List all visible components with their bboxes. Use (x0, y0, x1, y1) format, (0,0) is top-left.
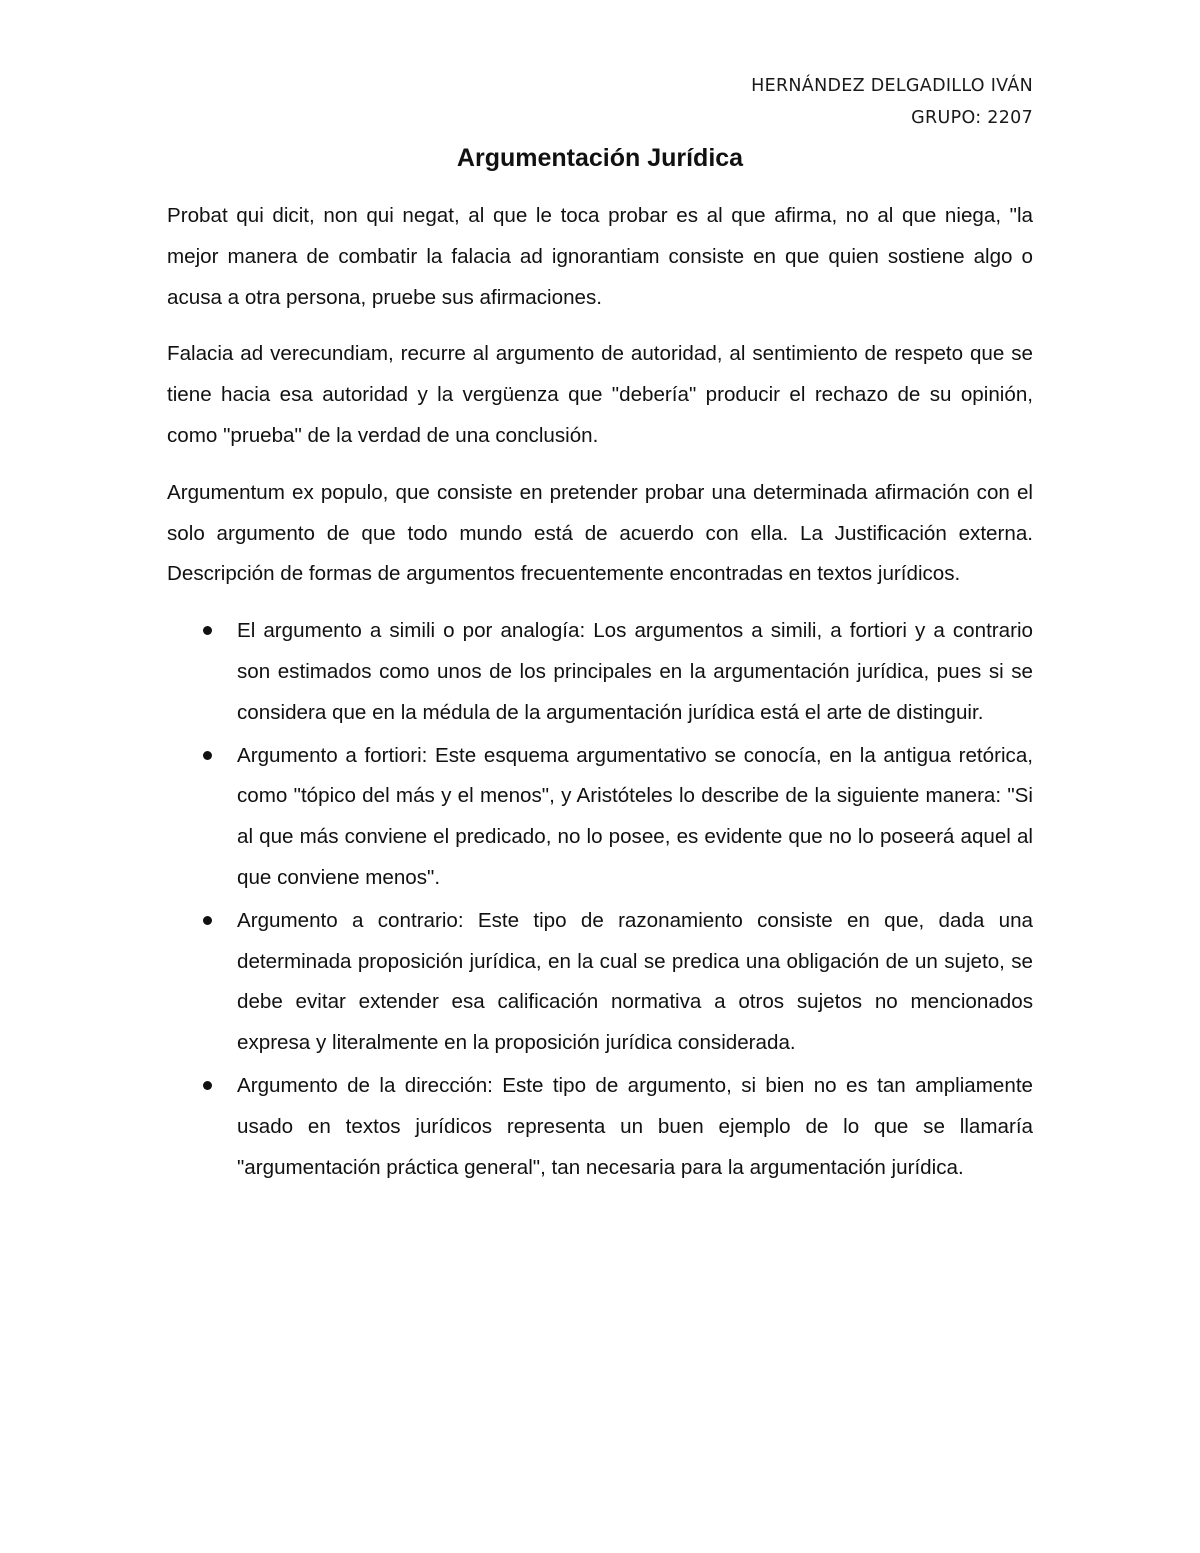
list-item-text: Argumento a fortiori: Este esquema argumentativo se conocía, en la antigua retórica, como "tópico del más y el menos", y Aristóteles lo describe de la siguiente manera: "Si al que más conviene el predicado, no lo posee, es evidente que no lo poseerá aquel al que conviene menos". (237, 743, 1033, 889)
paragraph-ex-populo: Argumentum ex populo, que consiste en pretender probar una determinada afirmación con el solo argumento de que todo mundo está de acuerdo con ella. La Justificación externa. Descripción de formas de argumentos frecuentemente encontradas en textos jurídicos. (167, 480, 1033, 586)
argument-list (167, 611, 1033, 1188)
bullet-icon (203, 916, 212, 925)
list-item-a-contrario (167, 901, 1033, 1064)
list-item-text: Argumento de la dirección: Este tipo de argumento, si bien no es tan ampliamente usado en textos jurídicos representa un buen ejemplo de lo que se llamaría "argumentación práctica general", tan necesaria para la argumentación jurídica. (237, 1073, 1033, 1179)
document-title: Argumentación Jurídica (456, 144, 744, 172)
list-item-text: Argumento a contrario: Este tipo de razonamiento consiste en que, dada una determinada proposición jurídica, en la cual se predica una obligación de un sujeto, se debe evitar extender esa calificación normativa a otros sujetos no mencionados expresa y literalmente en la proposición jurídica considerada. (237, 908, 1033, 1055)
bullet-icon (203, 1081, 212, 1090)
paragraph-ad-ignorantiam: Probat qui dicit, non qui negat, al que le toca probar es al que afirma, no al que niega, "la mejor manera de combatir la falacia ad ignorantiam consiste en que quien sostiene algo o acusa a otra persona, pruebe sus afirmaciones. (167, 204, 1033, 309)
document-header (751, 70, 1033, 134)
author-name: HERNÁNDEZ DELGADILLO IVÁN (751, 76, 1033, 96)
list-item-text: El argumento a simili o por analogía: Los argumentos a simili, a fortiori y a contrario son estimados como unos de los principales en la argumentación jurídica, pues si se considera que en la médula de la argumentación jurídica está el arte de distinguir. (237, 619, 1033, 724)
bullet-icon (203, 626, 212, 635)
document-body (167, 196, 1033, 1190)
list-item-a-fortiori (167, 736, 1033, 899)
paragraph-ad-verecundiam: Falacia ad verecundiam, recurre al argumento de autoridad, al sentimiento de respeto que se tiene hacia esa autoridad y la vergüenza que "debería" producir el rechazo de su opinión, como "prueba" de la verdad de una conclusión. (167, 342, 1033, 447)
bullet-icon (203, 751, 212, 760)
list-item-direccion (167, 1066, 1033, 1188)
group-label: GRUPO: 2207 (911, 108, 1033, 128)
list-item-a-simili (167, 611, 1033, 733)
